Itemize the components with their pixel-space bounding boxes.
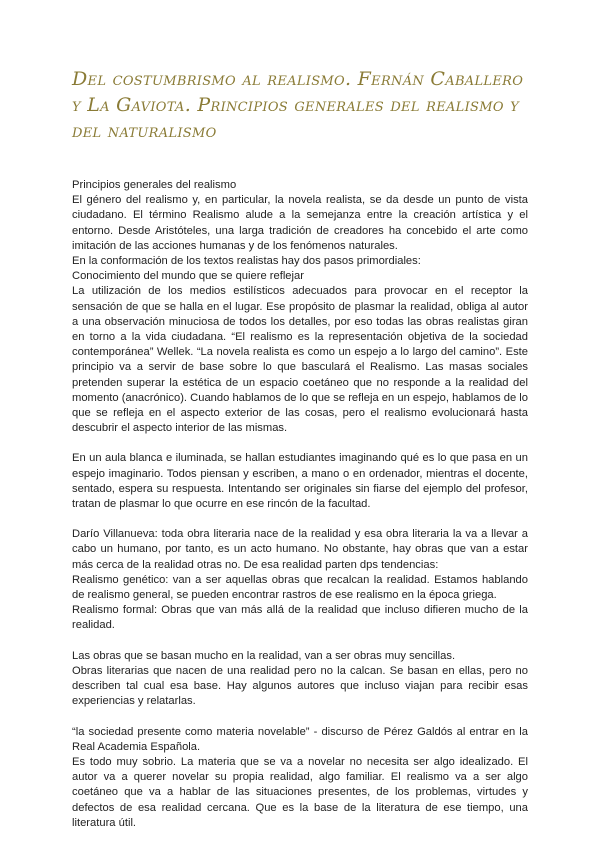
- document-body: [72, 178, 528, 831]
- paragraph: Obras literarias que nacen de una realidad pero no la calcan. Se basan en ellas, pero no describen tal cual esa base. Hay algunos autores que incluso viajan para recibir esas experiencias y relatarlas.: [72, 664, 528, 708]
- section-heading: Principios generales del realismo: [72, 179, 237, 191]
- paragraph: En la conformación de los textos realistas hay dos pasos primordiales:: [72, 255, 421, 268]
- document-title: Del costumbrismo al realismo. Fernán Caballero y La Gaviota. Principios generales del realismo y del naturalismo: [72, 68, 524, 142]
- paragraph: La utilización de los medios estilísticos adecuados para provocar en el receptor la sensación de que se halla en el lugar. Ese propósito de plasmar la realidad, obliga al autor a una observación minuciosa de todos los detalles, por eso todas las obras realistas giran en torno a la vida ciudadana. “El realismo es la representación objetiva de la sociedad contemporánea” Wellek. “La novela realista es como un espejo a lo largo del camino”. Este principio va a servir de base sobre lo que basculará el Realismo. Las masas sociales pretenden superar la estética de un espacio coetáneo que no responde a la realidad del momento (anacrónico). Cuando hablamos de lo que se refleja en un espejo, hablamos de lo que se refleja en el aspecto exterior de las cosas, pero el realismo evolucionará hasta descubrir el aspecto interior de las mismas.: [72, 285, 528, 435]
- paragraph: “la sociedad presente como materia novelable” - discurso de Pérez Galdós al entrar en la Real Academia Española.: [72, 725, 528, 753]
- paragraph: Las obras que se basan mucho en la realidad, van a ser obras muy sencillas.: [72, 649, 456, 662]
- paragraph-spacer: [72, 512, 528, 527]
- paragraph: En un aula blanca e iluminada, se hallan estudiantes imaginando qué es lo que pasa en un espejo imaginario. Todos piensan y escriben, a mano o en ordenador, mientras el docente, sentado, espera su respuesta. Intentando ser originales sin fiarse del ejemplo del profesor, tratan de plasmar lo que ocurre en ese rincón de la facultad.: [72, 452, 528, 511]
- paragraph: Realismo genético: van a ser aquellas obras que recalcan la realidad. Estamos hablando de realismo general, se pueden encontrar rastros de ese realismo en la época griega.: [72, 573, 528, 602]
- paragraph-spacer: [72, 710, 528, 725]
- paragraph: El género del realismo y, en particular, la novela realista, se da desde un punto de vista ciudadano. El término Realismo alude a la semejanza entre la creación artística y el entorno. Desde Aristóteles, una larga tradición de creadores ha concebido el arte como imitación de las acciones humanas y de los fenómenos naturales.: [72, 194, 528, 252]
- paragraph: Darío Villanueva: toda obra literaria nace de la realidad y esa obra literaria la va a llevar a cabo un humano, por tanto, es un acto humano. No obstante, hay obras que van a estar más cerca de la realidad otras no. De esa realidad parten dps tendencias:: [72, 528, 528, 571]
- paragraph-spacer: [72, 436, 528, 451]
- paragraph: Es todo muy sobrio. La materia que se va a novelar no necesita ser algo idealizado. El autor va a querer novelar su propia realidad, algo familiar. El realismo va a ser algo coetáneo que va a hablar de las situaciones presentes, de los problemas, virtudes y defectos de esa realidad cercana. Que es la base de la literatura de ese tiempo, una literatura útil.: [72, 755, 528, 829]
- paragraph: Realismo formal: Obras que van más allá de la realidad que incluso difieren mucho de la realidad.: [72, 604, 528, 632]
- paragraph: Conocimiento del mundo que se quiere reflejar: [72, 270, 304, 283]
- paragraph-spacer: [72, 634, 528, 649]
